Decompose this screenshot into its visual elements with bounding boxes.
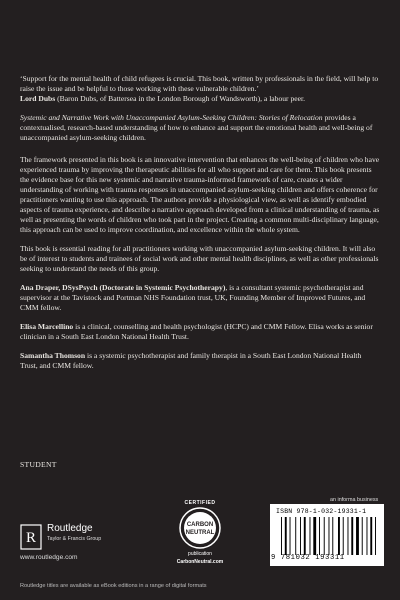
carbon-line2: NEUTRAL	[185, 530, 215, 536]
svg-text:R: R	[25, 530, 37, 546]
publisher-name: Routledge	[47, 523, 93, 534]
barcode-digits: 9 781032 193311	[271, 554, 345, 562]
author-bio-3: Samantha Thomson is a systemic psychotherapist and family therapist in a South East London National Health Trust, and CMM fellow.	[20, 351, 362, 371]
author-name: Elisa Marcellino	[20, 322, 74, 332]
author-bio-2: Elisa Marcellino is a clinical, counselling and health psychologist (HCPC) and CMM Fellow. Elisa works as senior clinician in a South East London National Health Trust.	[20, 322, 373, 342]
carbon-neutral-badge	[170, 500, 230, 570]
author-name: Ana Draper, DSysPsych (Doctorate in Systemic Psychotherapy)	[20, 283, 226, 293]
framework-paragraph: The framework presented in this book is an innovative intervention that enhances the well-being of children who have experienced trauma by improving the therapeutic abilities for all who support and care for them. This book presents the evidence base for this new systemic and narrative trauma-informed framework of care, creates a wider understanding of working with trauma responses in unaccompanied asylum-seeking children and offers coherence for practitioners wanting to use this approach. The authors provide a physiological view, as well as identify embodied aspects of trauma experience, and describe a narrative approach developed from a clinical understanding of trauma, as well as presenting the words of children who took part in the project. Creating a common multi-disciplinary language, this approach can be used to improve coordination, and excellence within the whole system.	[20, 155, 380, 235]
carbon-neutral-icon	[178, 506, 222, 550]
carbon-publication: publication	[188, 551, 212, 557]
publisher-logo-block	[20, 523, 160, 563]
readership-paragraph: This book is essential reading for all practitioners working with unaccompanied asylum-seeking children. It will also be of interest to students and trainees of social work and other mental health disciplines, as well as other professionals seeking to understand the needs of this group.	[20, 244, 379, 274]
carbon-line1: CARBON	[186, 522, 214, 528]
carbon-url: CarbonNeutral.com	[176, 559, 224, 565]
barcode-icon	[281, 517, 377, 555]
book-title: Systemic and Narrative Work with Unaccompanied Asylum-Seeking Children: Stories of Relocation	[20, 113, 323, 123]
endorsement-quote: ‘Support for the mental health of child refugees is crucial. This book, written by professionals in the field, will help to raise the issue and be helpful to those working with these vulnerable children.’	[20, 74, 379, 94]
back-cover-text	[20, 74, 380, 380]
routledge-logo-icon	[20, 524, 42, 550]
subject-category: STUDENT	[20, 460, 57, 469]
intro-paragraph: Systemic and Narrative Work with Unaccompanied Asylum-Seeking Children: Stories of Relocation provides a contextualised, research-based understanding of how to enhance and support the emotional health and well-being of unaccompanied asylum-seeking children.	[20, 113, 373, 143]
certified-label: CERTIFIED	[184, 500, 216, 506]
informa-imprint: an informa business	[330, 497, 379, 503]
author-name: Samantha Thomson	[20, 351, 86, 361]
publisher-group: Taylor & Francis Group	[47, 536, 102, 542]
endorser-name: Lord Dubs	[20, 94, 56, 104]
ebook-note: Routledge titles are available as eBook editions in a range of digital formats	[20, 583, 207, 589]
endorsement-attribution: Lord Dubs (Baron Dubs, of Battersea in the London Borough of Wandsworth), a labour peer.	[20, 94, 306, 104]
isbn-barcode	[270, 504, 384, 566]
author-bio-1: Ana Draper, DSysPsych (Doctorate in Systemic Psychotherapy), is a consultant systemic psychotherapist and supervisor at the Tavistock and Portman NHS Foundation trust, UK, Founding Member of Improved Futures, and CMM fellow.	[20, 283, 366, 313]
isbn-number: ISBN 978-1-032-19331-1	[276, 508, 367, 515]
publisher-url[interactable]: www.routledge.com	[20, 554, 78, 561]
